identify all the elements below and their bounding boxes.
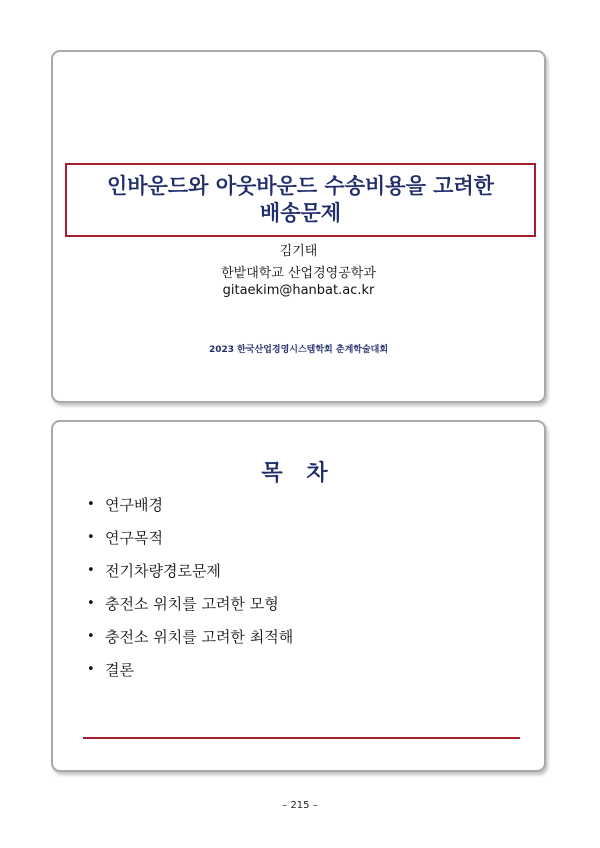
author-email: gitaekim@hanbat.ac.kr [222, 283, 375, 298]
list-item-label: 연구배경 [105, 496, 163, 514]
contents-list [87, 488, 293, 686]
presentation-title-line-2: 배송문제 [259, 201, 342, 225]
bullet-icon: • [87, 497, 95, 512]
list-item-label: 충전소 위치를 고려한 모형 [105, 595, 279, 613]
list-item [87, 587, 293, 620]
list-item-label: 전기차량경로문제 [105, 562, 221, 580]
conference-name: 2023 한국산업경영시스템학회 춘계학술대회 [208, 345, 389, 355]
presentation-title-line-1: 인바운드와 아웃바운드 수송비용을 고려한 [106, 174, 495, 198]
title-box [65, 163, 536, 237]
list-item [87, 521, 293, 554]
page-number: – 215 – [282, 800, 318, 811]
title-slide [51, 50, 546, 403]
bullet-icon: • [87, 596, 95, 611]
bullet-icon: • [87, 629, 95, 644]
divider-line [83, 737, 520, 739]
list-item [87, 554, 293, 587]
contents-title: 목 차 [261, 461, 336, 486]
bullet-icon: • [87, 530, 95, 545]
list-item-label: 연구목적 [105, 529, 163, 547]
list-item-label: 결론 [105, 661, 134, 679]
list-item [87, 653, 293, 686]
bullet-icon: • [87, 563, 95, 578]
author-affiliation: 한밭대학교 산업경영공학과 [221, 266, 376, 281]
bullet-icon: • [87, 662, 95, 677]
author-name: 김기태 [279, 244, 318, 259]
list-item [87, 488, 293, 521]
contents-slide [51, 420, 546, 772]
list-item [87, 620, 293, 653]
list-item-label: 충전소 위치를 고려한 최적해 [105, 628, 294, 646]
